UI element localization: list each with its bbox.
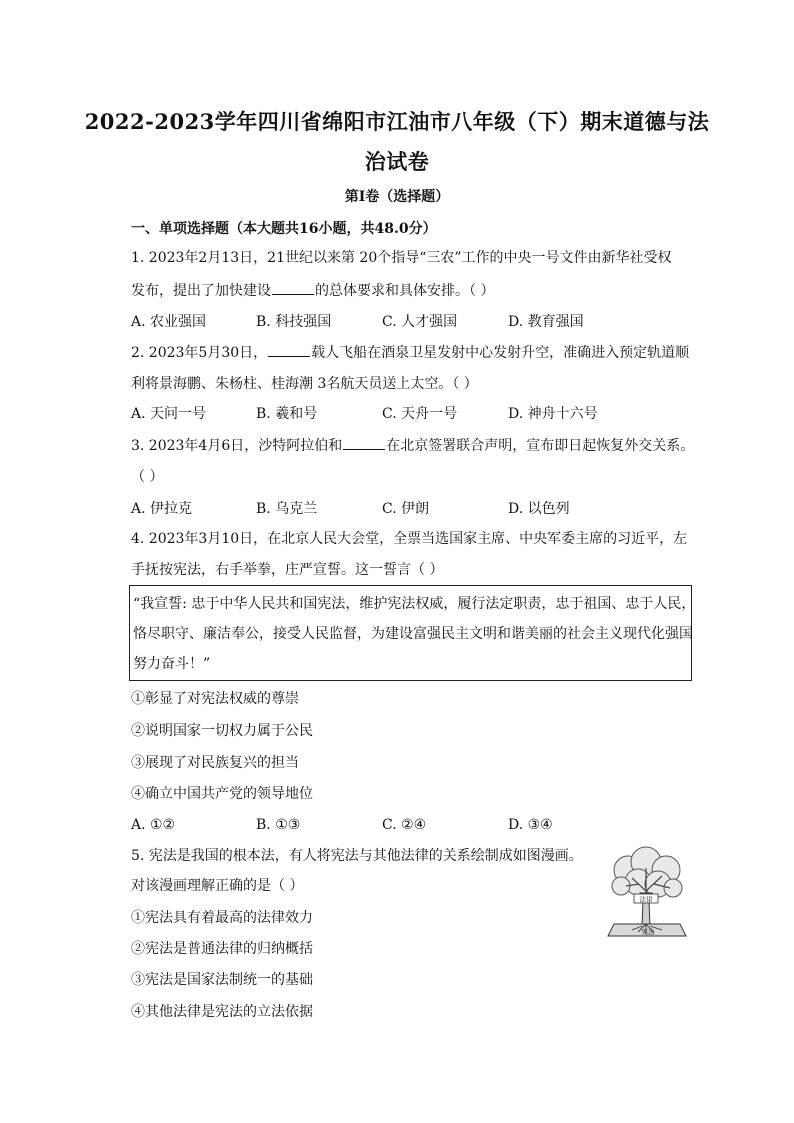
question-1-text-b: 的总体要求和具体安排。（ ） bbox=[315, 283, 495, 299]
question-2-line2: 利将景海鹏、朱杨柱、桂海潮 3名航天员送上太空。（ ） bbox=[131, 376, 478, 392]
trunk-label: 法律 bbox=[639, 895, 653, 904]
statement-2: ②宪法是普通法律的归纳概括 bbox=[131, 941, 313, 957]
statement-4: ④确立中国共产党的领导地位 bbox=[131, 786, 313, 802]
tree-cartoon-image bbox=[604, 846, 690, 942]
question-2-line1 bbox=[131, 344, 689, 362]
option-b: B. 羲和号 bbox=[256, 406, 318, 422]
oath-quote-line1: “我宣誓: 忠于中华人民共和国宪法，维护宪法权威，履行法定职责，忠于祖国、忠于人民， bbox=[133, 596, 696, 612]
exam-title-line1: 2022-2023学年四川省绵阳市江油市八年级（下）期末道德与法 bbox=[84, 109, 710, 134]
statement-1: ①宪法具有着最高的法律效力 bbox=[131, 910, 313, 926]
fill-blank bbox=[343, 437, 385, 450]
option-a: A. ①② bbox=[131, 817, 176, 833]
oath-quote-box bbox=[129, 585, 696, 681]
tree-cartoon-illustration bbox=[604, 846, 690, 942]
question-2-options bbox=[131, 405, 691, 423]
question-2-text-a: 2. 2023年5月30日， bbox=[131, 345, 268, 361]
question-3-text-b: 在北京签署联合声明，宣布即日起恢复外交关系。 bbox=[386, 438, 695, 454]
option-c: C. 天舟一号 bbox=[382, 406, 458, 422]
option-c: C. 人才强国 bbox=[382, 314, 458, 330]
fill-blank bbox=[272, 282, 314, 295]
question-2-text-b: 载人飞船在酒泉卫星发射中心发射升空，准确进入预定轨道顺 bbox=[311, 345, 690, 361]
question-4-line1: 4. 2023年3月10日，在北京人民大会堂，全票当选国家主席、中央军委主席的习近平，左 bbox=[131, 531, 688, 547]
option-c: C. ②④ bbox=[382, 817, 427, 833]
option-d: D. 以色列 bbox=[508, 501, 570, 517]
question-3-line2: （ ） bbox=[131, 469, 164, 485]
option-a: A. 农业强国 bbox=[131, 314, 207, 330]
question-5-line1: 5. 宪法是我国的根本法，有人将宪法与其他法律的关系绘制成如图漫画。 bbox=[131, 848, 583, 864]
section-heading: 一、单项选择题（本大题共16小题，共48.0分） bbox=[131, 221, 437, 237]
statement-3: ③宪法是国家法制统一的基础 bbox=[131, 972, 313, 988]
statement-2: ②说明国家一切权力属于公民 bbox=[131, 723, 313, 739]
exam-title-line2: 治试卷 bbox=[364, 149, 430, 174]
question-3-line1 bbox=[131, 437, 694, 455]
question-1-options bbox=[131, 313, 691, 331]
fill-blank bbox=[268, 344, 310, 357]
statement-3: ③展现了对民族复兴的担当 bbox=[131, 755, 299, 771]
question-5-line2: 对该漫画理解正确的是（ ） bbox=[131, 878, 304, 894]
option-b: B. ①③ bbox=[256, 817, 301, 833]
root-label: 宪法 bbox=[641, 928, 655, 936]
volume-heading: 第Ⅰ卷（选择题） bbox=[344, 189, 450, 205]
option-c: C. 伊朗 bbox=[382, 501, 430, 517]
question-4-options bbox=[131, 816, 691, 834]
oath-quote-line3: 努力奋斗！” bbox=[133, 656, 211, 672]
option-a: A. 天问一号 bbox=[131, 406, 207, 422]
oath-quote-line2: 恪尽职守、廉洁奉公，接受人民监督，为建设富强民主文明和谐美丽的社会主义现代化强国 bbox=[133, 626, 693, 642]
question-1-text-a: 发布，提出了加快建设 bbox=[131, 283, 271, 299]
statement-4: ④其他法律是宪法的立法依据 bbox=[131, 1004, 313, 1020]
question-3-options bbox=[131, 500, 691, 518]
option-b: B. 乌克兰 bbox=[256, 501, 318, 517]
question-1-line2 bbox=[131, 282, 494, 300]
option-d: D. ③④ bbox=[508, 817, 553, 833]
statement-1: ①彰显了对宪法权威的尊崇 bbox=[131, 691, 299, 707]
question-1-line1: 1. 2023年2月13日，21世纪以来第 20个指导“三农”工作的中央一号文件由新华社受权 bbox=[131, 250, 672, 266]
option-d: D. 神舟十六号 bbox=[508, 406, 598, 422]
option-a: A. 伊拉克 bbox=[131, 501, 193, 517]
option-d: D. 教育强国 bbox=[508, 314, 584, 330]
option-b: B. 科技强国 bbox=[256, 314, 332, 330]
question-4-line2: 手抚按宪法，右手举拳，庄严宣誓。这一誓言（ ） bbox=[131, 562, 444, 578]
question-3-text-a: 3. 2023年4月6日，沙特阿拉伯和 bbox=[131, 438, 343, 454]
